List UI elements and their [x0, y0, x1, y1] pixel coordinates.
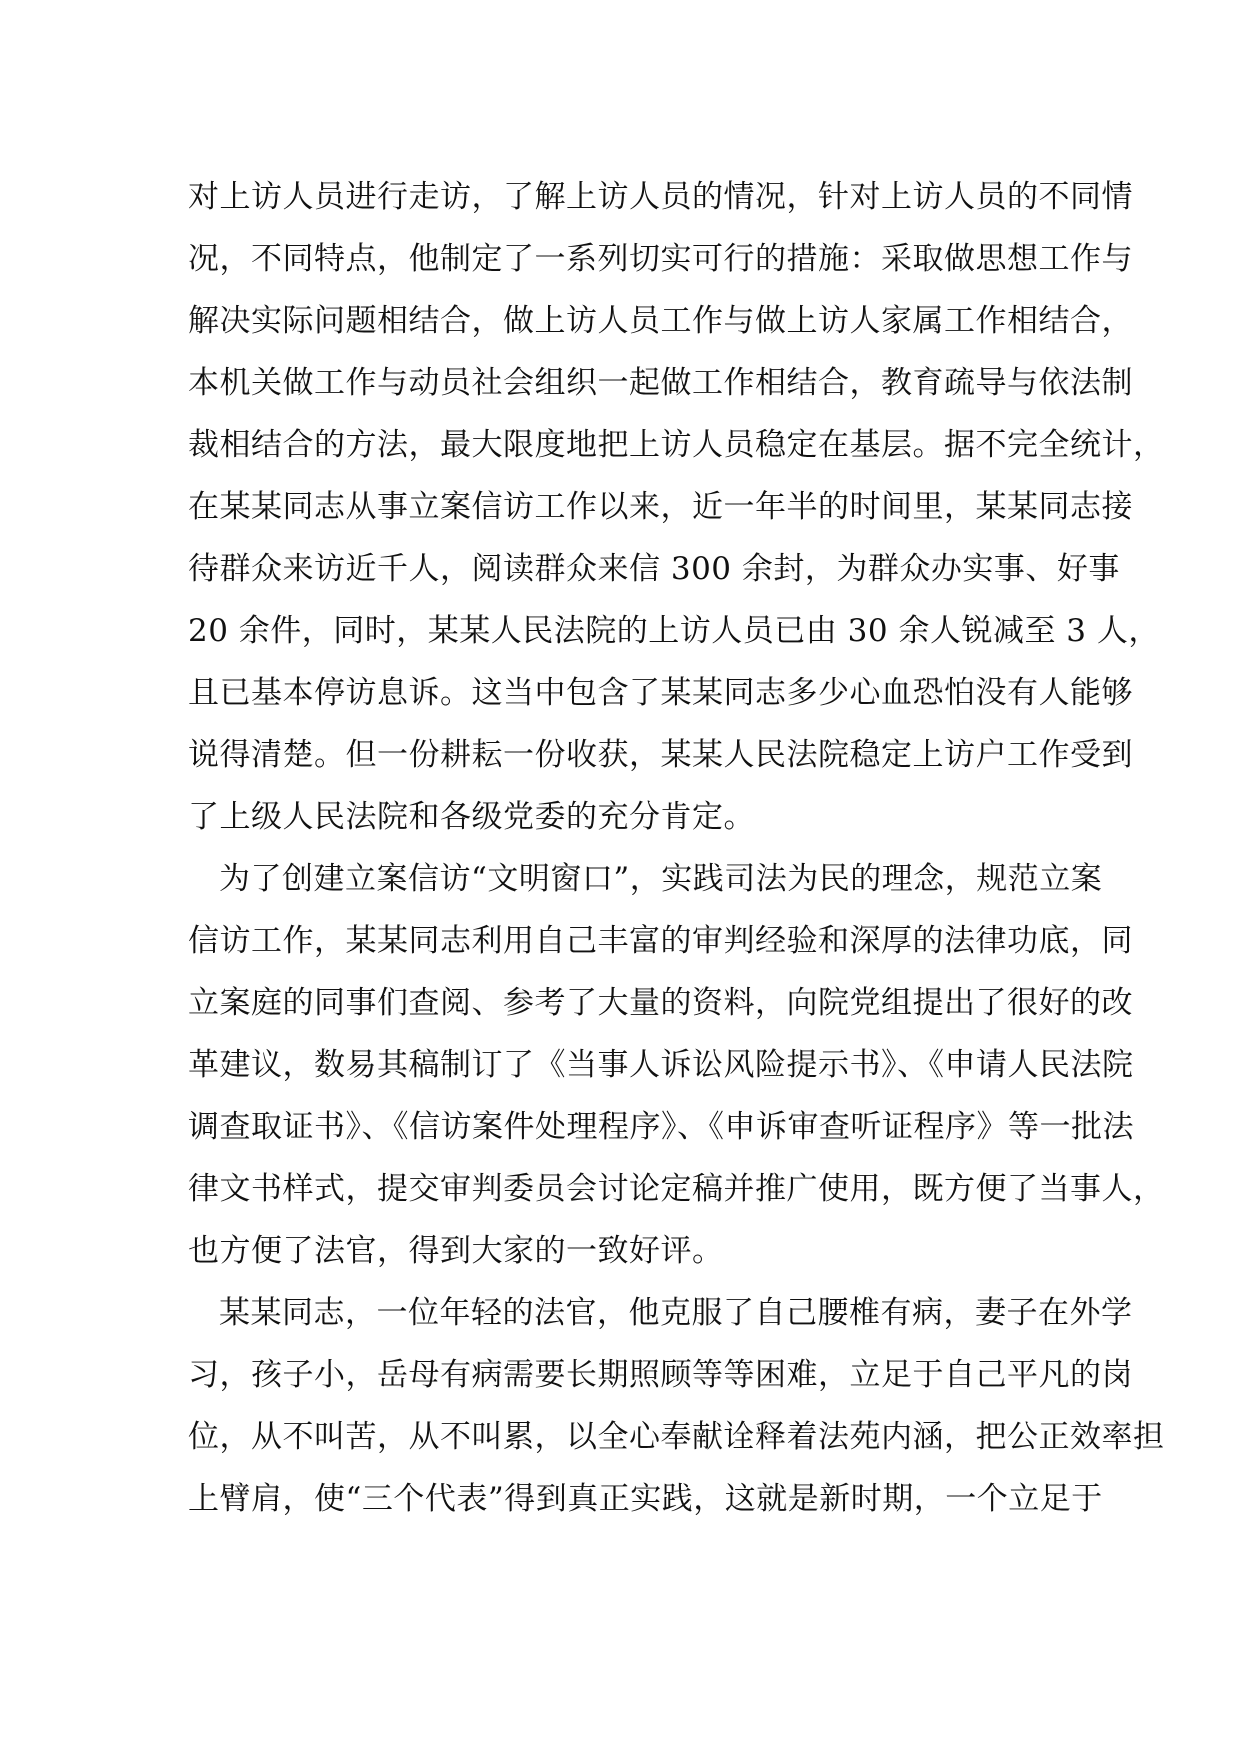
text-line: 在某某同志从事立案信访工作以来，近一年半的时间里，某某同志接 — [188, 489, 1133, 525]
text-line: 说得清楚。但一份耕耘一份收获，某某人民法院稳定上访户工作受到 — [188, 737, 1133, 773]
text-line: 为了创建立案信访“文明窗口”，实践司法为民的理念，规范立案 — [219, 861, 1103, 897]
text-line: 某某同志，一位年轻的法官，他克服了自己腰椎有病，妻子在外学 — [219, 1295, 1133, 1331]
text-line: 位，从不叫苦，从不叫累，以全心奉献诠释着法苑内涵，把公正效率担 — [188, 1419, 1165, 1455]
text-line: 信访工作，某某同志利用自己丰富的审判经验和深厚的法律功底，同 — [188, 923, 1133, 959]
text-line: 解决实际问题相结合，做上访人员工作与做上访人家属工作相结合， — [188, 303, 1133, 339]
text-line: 律文书样式，提交审判委员会讨论定稿并推广使用，既方便了当事人， — [188, 1171, 1165, 1207]
paragraph-1 — [188, 166, 1165, 848]
paragraph-2 — [188, 848, 1165, 1282]
text-line: 了上级人民法院和各级党委的充分肯定。 — [188, 799, 755, 835]
text-line: 况，不同特点，他制定了一系列切实可行的措施：采取做思想工作与 — [188, 241, 1133, 277]
document-body — [188, 166, 1165, 1530]
text-line: 本机关做工作与动员社会组织一起做工作相结合，教育疏导与依法制 — [188, 365, 1133, 401]
text-line: 上臂肩，使“三个代表”得到真正实践，这就是新时期，一个立足于 — [188, 1481, 1103, 1517]
text-line: 习，孩子小，岳母有病需要长期照顾等等困难，立足于自己平凡的岗 — [188, 1357, 1133, 1393]
text-line: 革建议，数易其稿制订了《当事人诉讼风险提示书》、《申请人民法院 — [188, 1047, 1134, 1083]
paragraph-3 — [188, 1282, 1165, 1530]
text-line: 20 余件，同时，某某人民法院的上访人员已由 30 余人锐减至 3 人， — [188, 613, 1160, 649]
text-line: 裁相结合的方法，最大限度地把上访人员稳定在基层。据不完全统计， — [188, 427, 1165, 463]
text-line: 也方便了法官，得到大家的一致好评。 — [188, 1233, 724, 1269]
text-line: 调查取证书》、《信访案件处理程序》、《申诉审查听证程序》等一批法 — [188, 1109, 1134, 1145]
text-line: 且已基本停访息诉。这当中包含了某某同志多少心血恐怕没有人能够 — [188, 675, 1133, 711]
text-line: 待群众来访近千人，阅读群众来信 300 余封，为群众办实事、好事 — [188, 551, 1120, 587]
text-line: 对上访人员进行走访，了解上访人员的情况，针对上访人员的不同情 — [188, 179, 1133, 215]
text-line: 立案庭的同事们查阅、参考了大量的资料，向院党组提出了很好的改 — [188, 985, 1133, 1021]
